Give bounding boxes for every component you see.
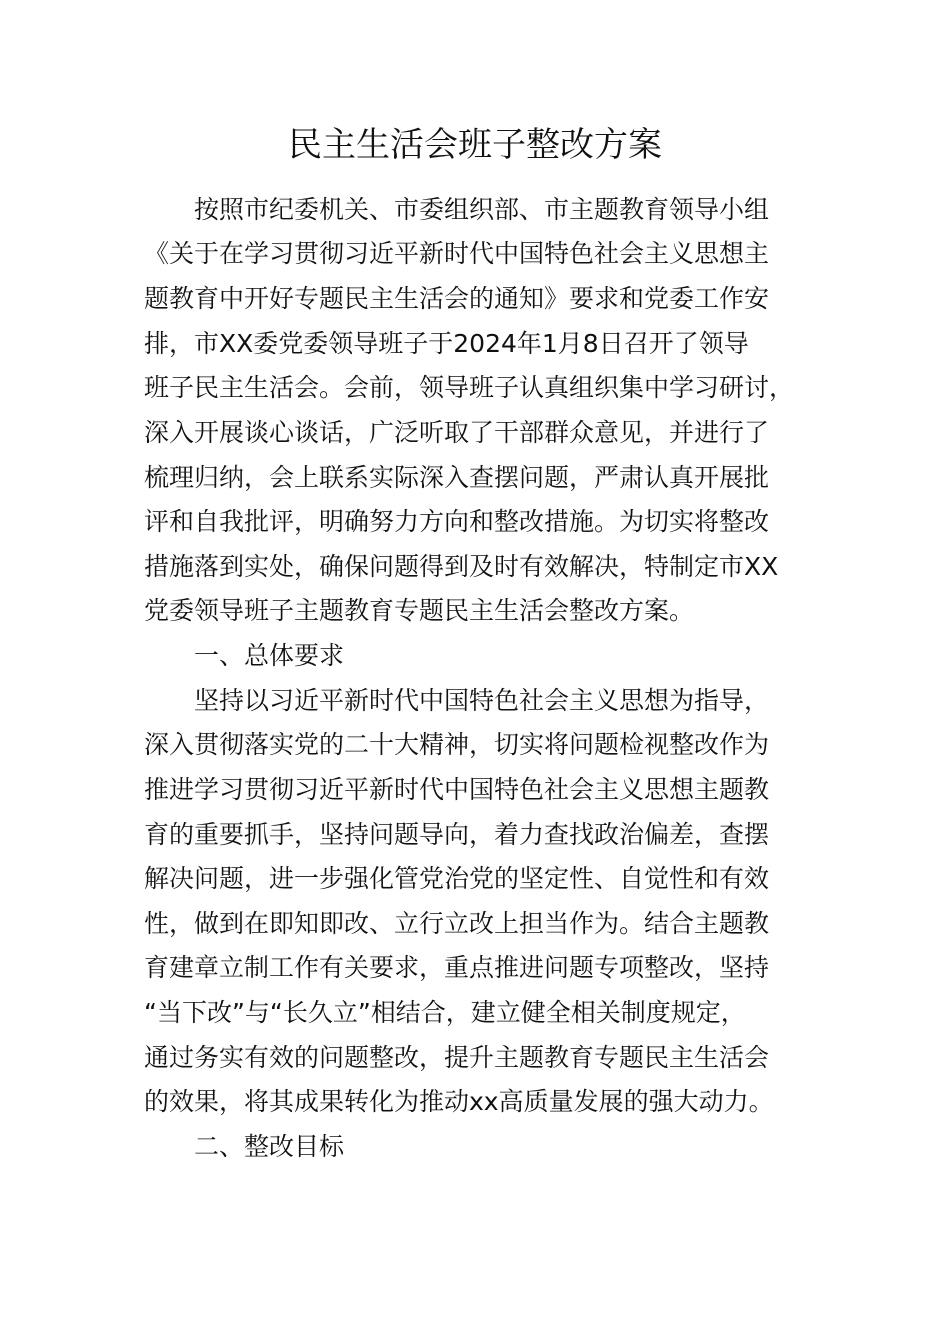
- section-heading: 二、整改目标: [194, 1132, 345, 1161]
- section-heading: 一、总体要求: [194, 641, 345, 670]
- body-line: 《关于在学习贯彻习近平新时代中国特色社会主义思想主: [144, 239, 770, 268]
- body-line: 班子民主生活会。会前，领导班子认真组织集中学习研讨，: [144, 373, 795, 402]
- body-line: 性，做到在即知即改、立行立改上担当作为。结合主题教: [144, 909, 770, 938]
- body-line: 深入开展谈心谈话，广泛听取了干部群众意见，并进行了: [144, 418, 770, 447]
- body-line: 措施落到实处，确保问题得到及时有效解决，特制定市XX: [144, 552, 779, 581]
- document-title: 民主生活会班子整改方案: [288, 125, 662, 165]
- body-line: 推进学习贯彻习近平新时代中国特色社会主义思想主题教: [144, 775, 770, 804]
- body-line: 评和自我批评，明确努力方向和整改措施。为切实将整改: [144, 507, 770, 536]
- body-line: 梳理归纳，会上联系实际深入查摆问题，严肃认真开展批: [144, 463, 770, 492]
- body-line: 按照市纪委机关、市委组织部、市主题教育领导小组: [194, 195, 770, 224]
- body-line: 题教育中开好专题民主生活会的通知》要求和党委工作安: [144, 284, 770, 313]
- body-line: 排，市XX委党委领导班子于2024年1月8日召开了领导: [144, 329, 749, 358]
- body-line: 育建章立制工作有关要求，重点推进问题专项整改，坚持: [144, 953, 770, 982]
- body-line: 解决问题，进一步强化管党治党的坚定性、自觉性和有效: [144, 864, 770, 893]
- body-line: 通过务实有效的问题整改，提升主题教育专题民主生活会: [144, 1043, 770, 1072]
- body-line: 党委领导班子主题教育专题民主生活会整改方案。: [144, 596, 695, 625]
- body-line: 的效果，将其成果转化为推动xx高质量发展的强大动力。: [144, 1087, 774, 1116]
- body-line: “当下改”与“长久立”相结合，建立健全相关制度规定，: [144, 998, 746, 1027]
- body-line: 坚持以习近平新时代中国特色社会主义思想为指导，: [194, 686, 770, 715]
- body-line: 深入贯彻落实党的二十大精神，切实将问题检视整改作为: [144, 730, 770, 759]
- body-line: 育的重要抓手，坚持问题导向，着力查找政治偏差，查摆: [144, 820, 770, 849]
